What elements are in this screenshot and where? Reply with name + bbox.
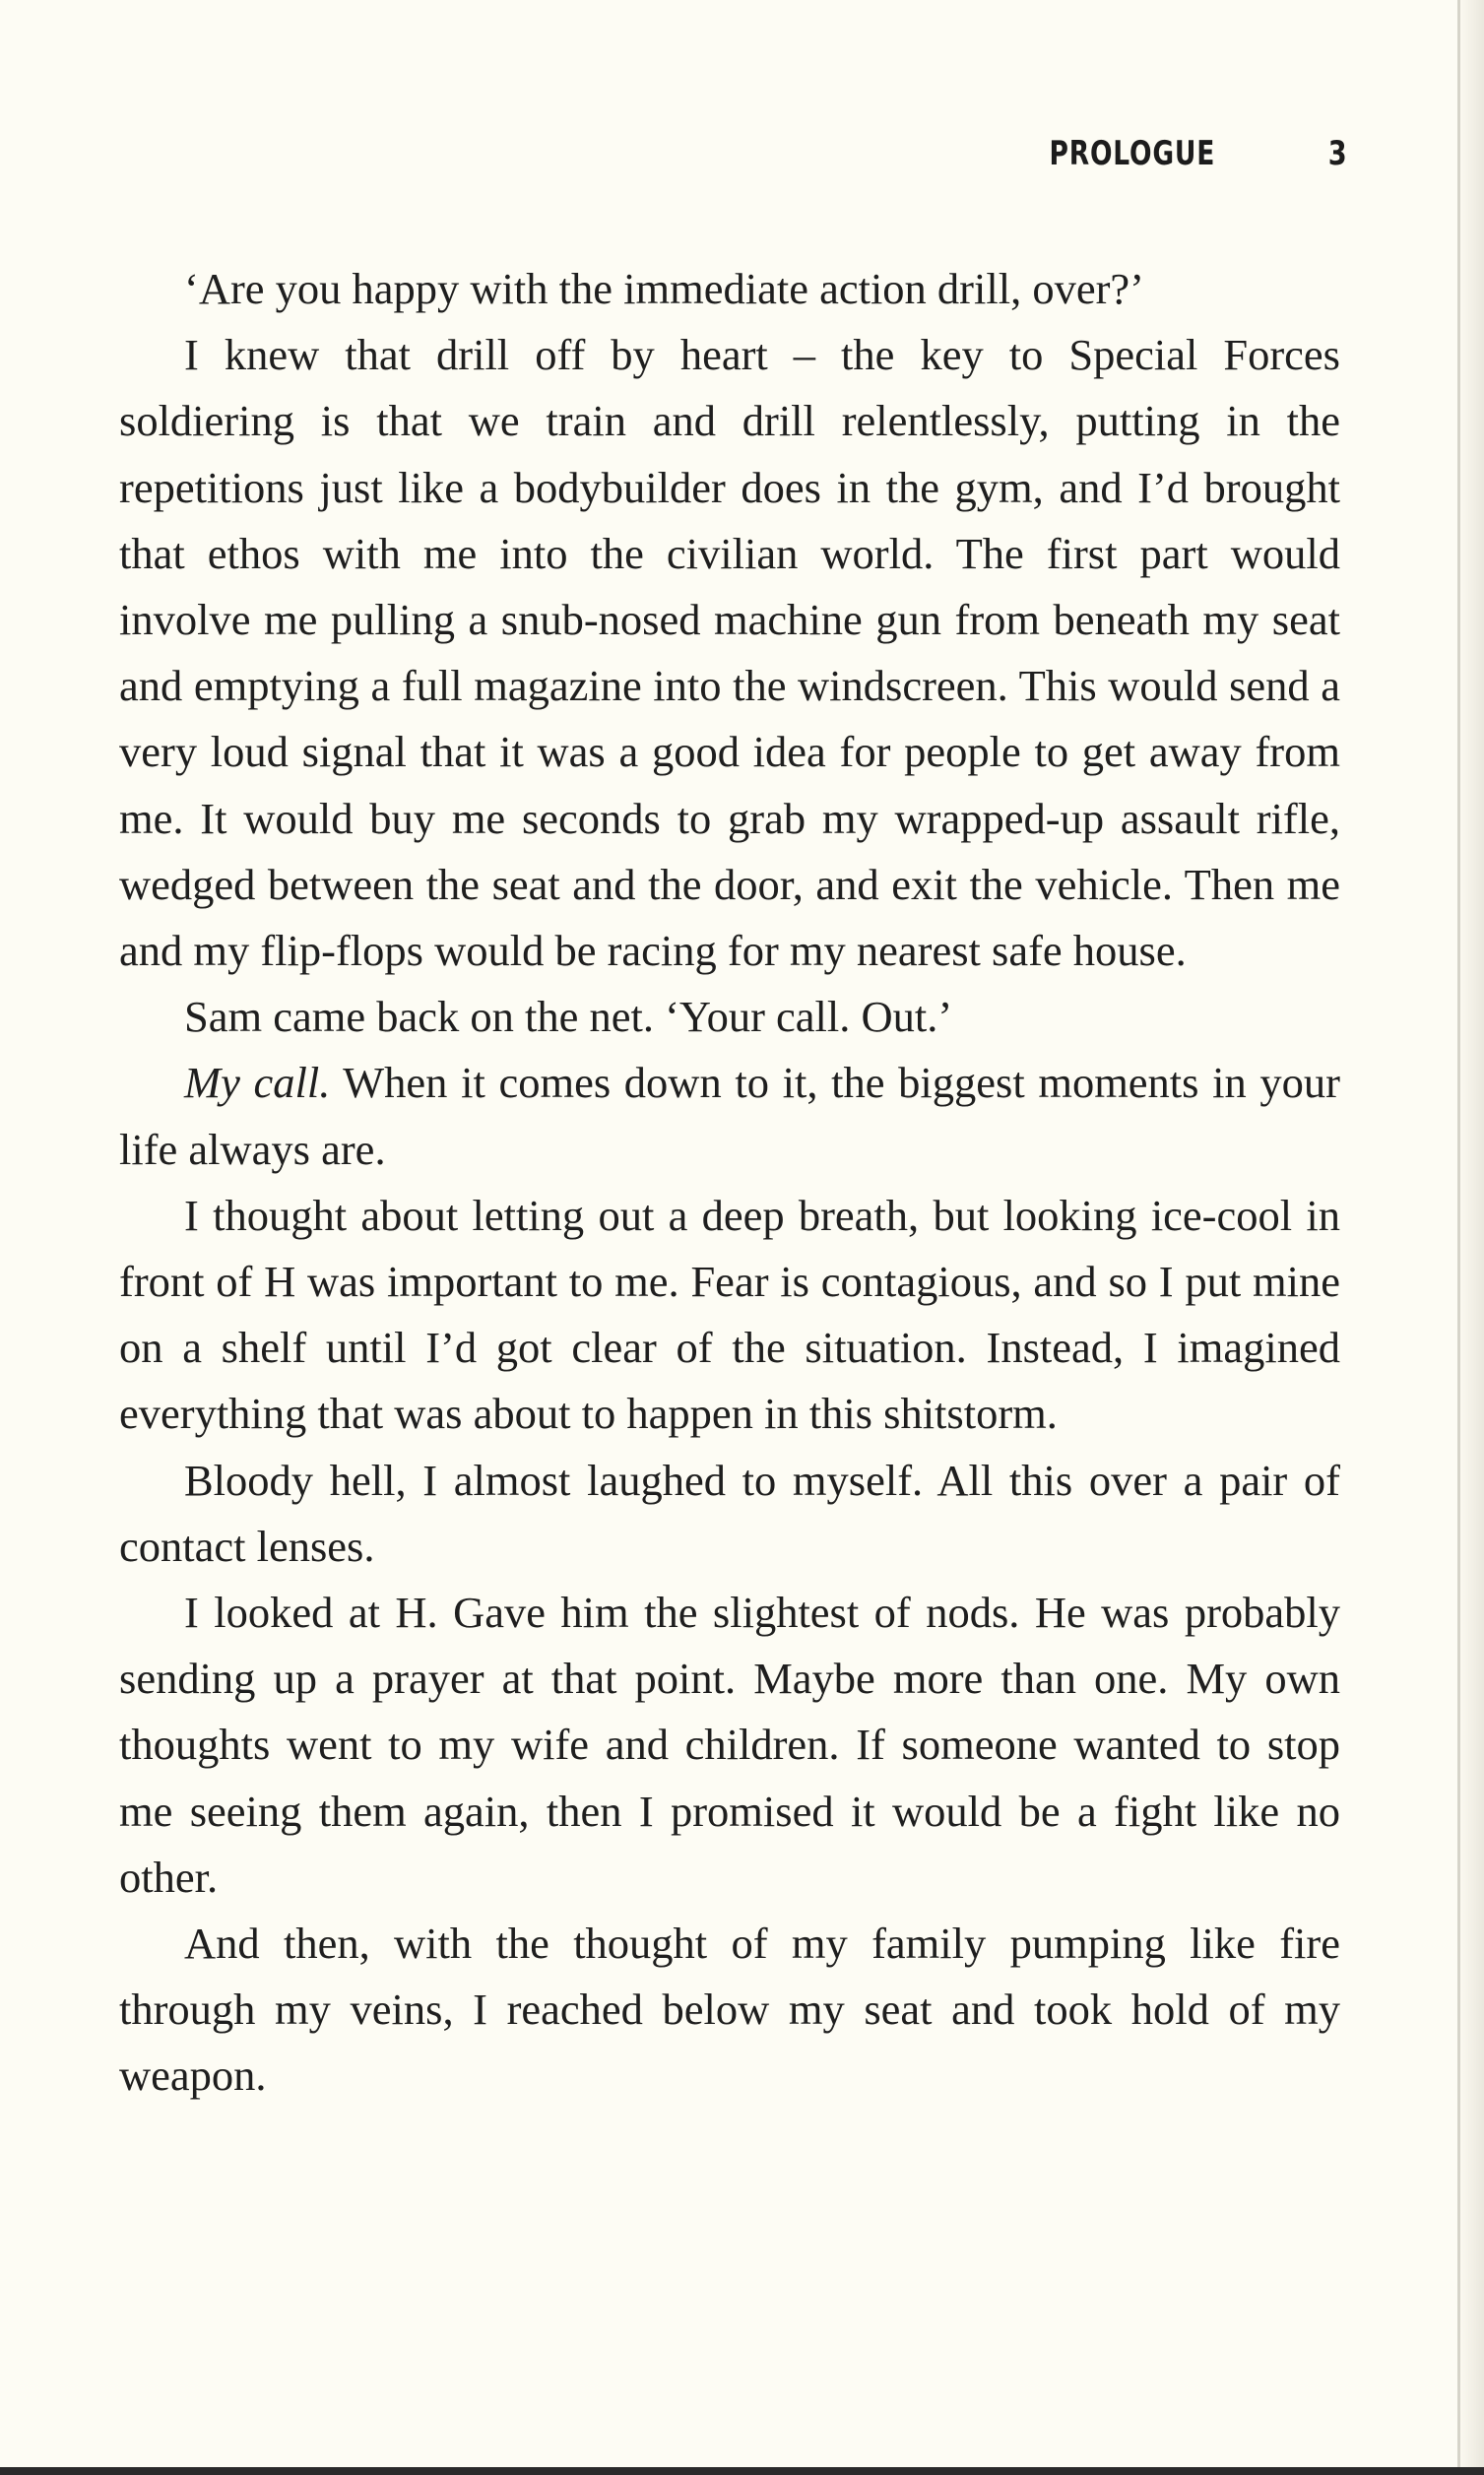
page-edge-right [1457,0,1484,2475]
paragraph-1: ‘Are you happy with the immediate action drill, over?’ [184,264,1144,313]
paragraph-2: I knew that drill off by heart – the key to Special Forces soldiering is that we train and drill relentlessly, putting in the repetitions just like a bodybuilder does in the gym, and I’d brought that ethos with me into the civilian world. The first part would involve me pulling a snub-nosed machine gun from beneath my seat and emptying a full magazine into the windscreen. This would send a very loud signal that it was a good idea for people to get away from me. It would buy me seconds to grab my wrapped-up assault rifle, wedged between the seat and the door, and exit the vehicle. Then me and my flip-flops would be racing for my nearest safe house. [119,330,1340,976]
paragraph-4 [119,1050,1340,1182]
section-title: PROLOGUE [1049,134,1215,173]
page-number: 3 [1328,134,1347,173]
paragraph-8: And then, with the thought of my family pumping like fire through my veins, I reached below my seat and took hold of my weapon. [119,1919,1340,2101]
running-header [0,134,1347,189]
paragraph-6: Bloody hell, I almost laughed to myself. All this over a pair of contact lenses. [119,1455,1340,1571]
body-text [119,256,1340,2110]
paragraph-4-text: When it comes down to it, the biggest moments in your life always are. [119,1058,1340,1174]
page-edge-bottom [0,2467,1484,2475]
paragraph-7: I looked at H. Gave him the slightest of nods. He was probably sending up a prayer at that point. Maybe more than one. My own thoughts went to my wife and children. If someone wanted to stop me seeing them again, then I promised it would be a fight like no other. [119,1588,1340,1902]
paragraph-5: I thought about letting out a deep breath, but looking ice-cool in front of H was important to me. Fear is contagious, and so I put mine on a shelf until I’d got clear of the situation. Instead, I imagined everything that was about to happen in this shitstorm. [119,1190,1340,1439]
italic-phrase: My call. [184,1058,331,1108]
paragraph-3: Sam came back on the net. ‘Your call. Out.’ [184,992,953,1042]
